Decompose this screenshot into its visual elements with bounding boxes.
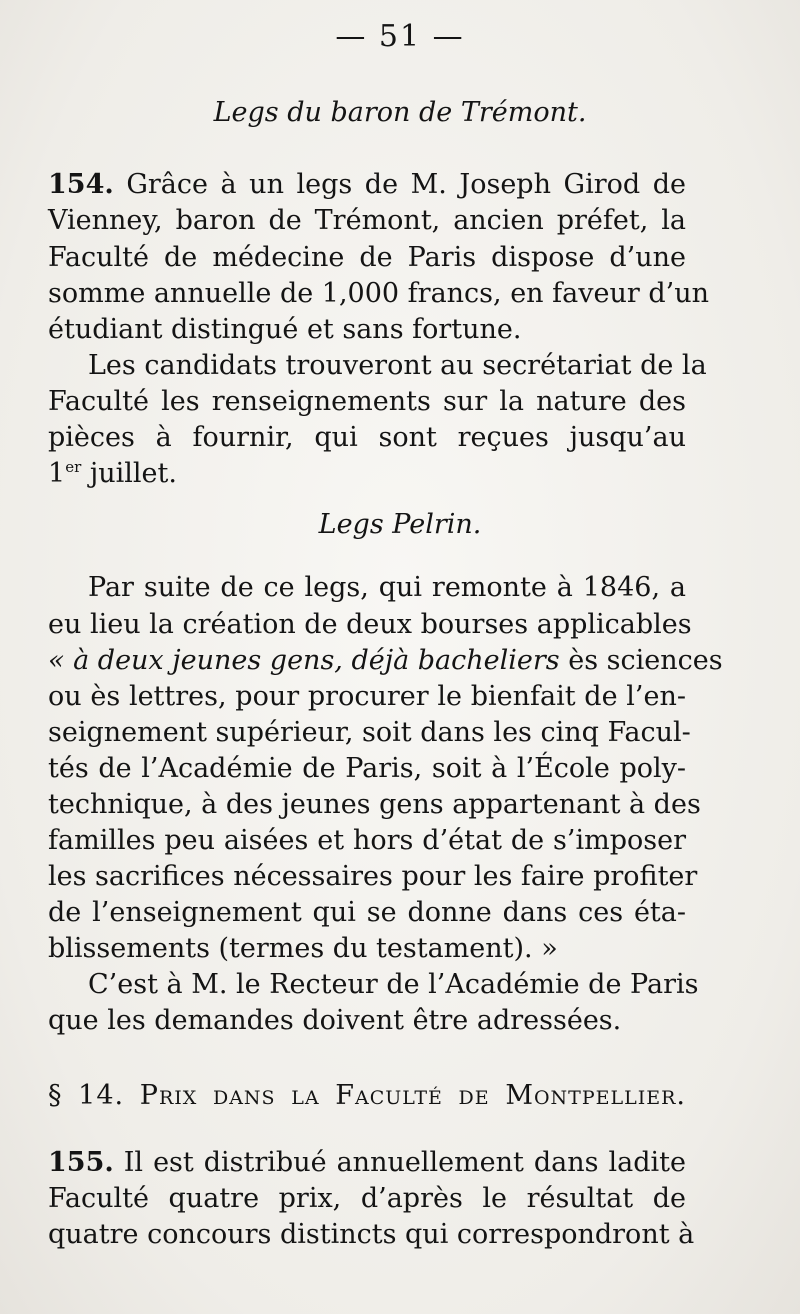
paragraph-number-154: 154. [48,169,114,200]
text-line: quatre concours distincts qui correspondront à [48,1219,695,1250]
text-line: eu lieu la création de deux bourses applicables [48,609,692,640]
text-line: étudiant distingué et sans fortune. [48,314,522,345]
text-line: seignement supérieur, soit dans les cinq Facul- [48,717,691,748]
paragraph-154-line-1 [48,166,686,204]
text-line: Faculté les renseignements sur la nature des [48,386,686,417]
text-line: technique, à des jeunes gens appartenant à des [48,789,701,820]
quote-rest: ès sciences [559,645,723,676]
date-number: 1 [48,458,66,489]
text-line: de l’enseignement qui se donne dans ces éta- [48,897,686,928]
text-line: tés de l’Académie de Paris, soit à l’École poly- [48,753,686,784]
superscript: er [65,458,82,476]
text-line: familles peu aisées et hors d’état de s’imposer [48,825,686,856]
page-number: — 51 — [335,19,465,54]
text-line: C’est à M. le Recteur de l’Académie de Paris [88,969,699,1000]
text-line: Les candidats trouveront au secrétariat de la [88,350,707,381]
text-line: Grâce à un legs de M. Joseph Girod de [113,169,686,200]
text-line [48,642,723,680]
text-line: blissements (termes du testament). » [48,933,558,964]
paragraph-number-155: 155. [48,1147,114,1178]
text-line: les sacrifices nécessaires pour les faire profiter [48,861,698,892]
text-line [48,455,686,493]
section-heading-pelrin: Legs Pelrin. [318,509,482,540]
section-heading-tremont: Legs du baron de Trémont. [213,97,587,128]
quote-italic: « à deux jeunes gens, déjà bacheliers [48,645,560,676]
text-line: somme annuelle de 1,000 francs, en faveur d’un [48,278,709,309]
text-line: Vienney, baron de Trémont, ancien préfet, la [48,205,686,236]
text-line: Faculté quatre prix, d’après le résultat de [48,1183,686,1214]
date-month: juillet. [81,458,177,489]
section-heading-montpellier: § 14. Prix dans la Faculté de Montpellier. [48,1080,686,1111]
text-line: ou ès lettres, pour procurer le bienfait de l’en- [48,681,686,712]
text-line: Il est distribué annuellement dans ladite [113,1147,686,1178]
paragraph-155-line-1 [48,1144,686,1182]
text-line: pièces à fournir, qui sont reçues jusqu’au [48,422,686,453]
text-line: Par suite de ce legs, qui remonte à 1846, a [88,572,686,603]
text-line: que les demandes doivent être adressées. [48,1005,622,1036]
text-line: Faculté de médecine de Paris dispose d’une [48,242,686,273]
